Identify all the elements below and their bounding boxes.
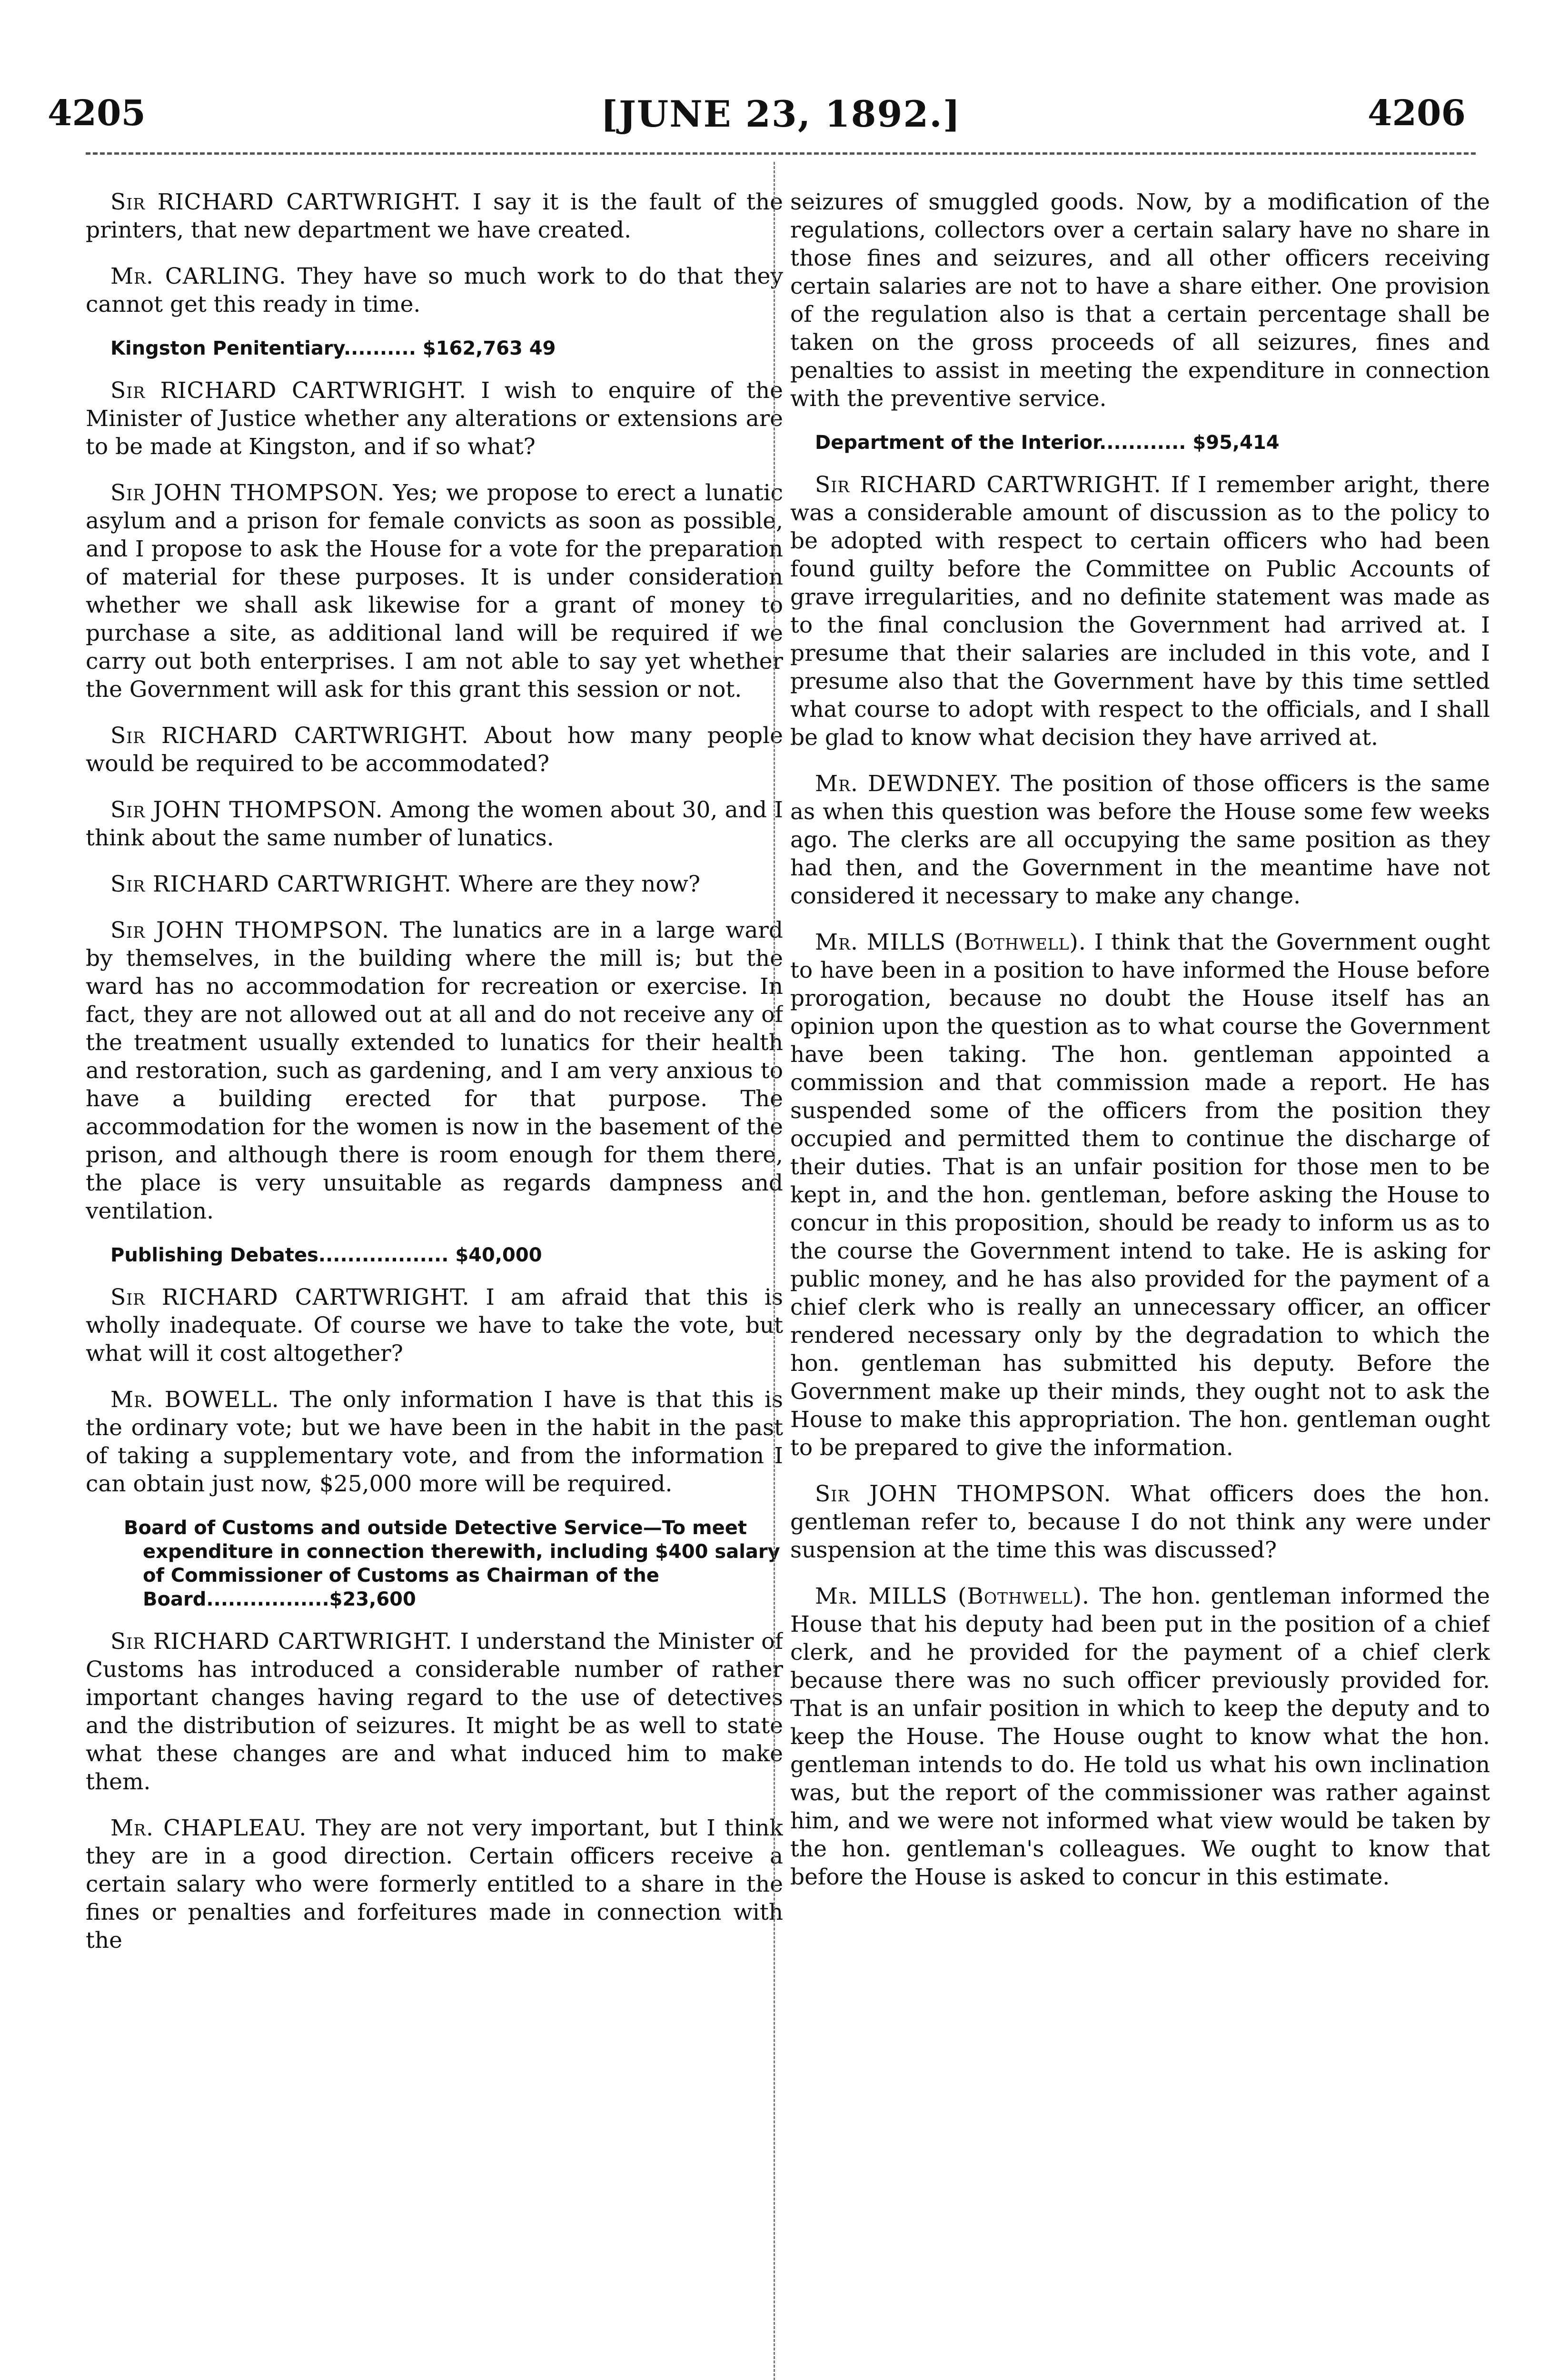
debate-paragraph <box>86 1814 783 1954</box>
speech-text: Where are they now? <box>451 871 701 897</box>
debate-paragraph <box>86 188 783 244</box>
speaker-name: Sir RICHARD CARTWRIGHT. <box>110 1628 453 1655</box>
speaker-name: Sir RICHARD CARTWRIGHT. <box>815 472 1162 498</box>
speech-text: The only information I have is that this is the ordinary vote; but we have been in the habit in the past of taking a supplementary vote, and from the information I can obtain just now, $25,000 more will be required. <box>86 1387 783 1497</box>
speech-text: They are not very important, but I think they are in a good direction. Certain officers receive a certain salary who were formerly entitled to a share in the fines or penalties and forfeitures made in connection with the <box>86 1815 783 1954</box>
speech-text: I wish to enquire of the Minister of Justice whether any alterations or extensions are to be made at Kingston, and if so what? <box>86 377 783 460</box>
speaker-name: Mr. MILLS (Bothwell). <box>815 1583 1090 1609</box>
right-column <box>790 188 1490 2368</box>
debate-paragraph <box>86 870 783 898</box>
speech-text: I say it is the fault of the printers, that new department we have created. <box>86 189 783 243</box>
debate-paragraph <box>86 377 783 461</box>
speaker-name: Sir JOHN THOMPSON. <box>815 1481 1112 1507</box>
debate-paragraph <box>86 916 783 1225</box>
debate-paragraph <box>790 1480 1490 1564</box>
speech-text: Yes; we propose to erect a lunatic asylum and a prison for female convicts as soon as possible, and I propose to ask the House for a vote for the preparation of material for these purposes. It is under consideration whether we shall ask likewise for a grant of money to purchase a site, as additional land will be required if we carry out both enterprises. I am not able to say yet whether the Government will ask for this grant this session or not. <box>86 480 783 703</box>
debate-paragraph <box>790 471 1490 752</box>
speech-text: About how many people would be required to be accommodated? <box>86 723 783 777</box>
speaker-name: Sir RICHARD CARTWRIGHT. <box>110 871 452 897</box>
speaker-name: Mr. CHAPLEAU. <box>110 1815 307 1841</box>
speaker-name: Mr. DEWDNEY. <box>815 771 1002 797</box>
debate-paragraph <box>86 796 783 852</box>
debate-paragraph <box>790 188 1490 413</box>
debate-paragraph <box>86 1627 783 1796</box>
speech-text: The position of those officers is the same as when this question was before the House some few weeks ago. The clerks are all occupying the same position as they had then, and the Government in the meantime have not considered it necessary to make any change. <box>790 771 1490 909</box>
speech-text: If I remember aright, there was a considerable amount of discussion as to the policy to be adopted with respect to certain officers who had been found guilty before the Committee on Public Accounts of grave irregularities, and no definite statement was made as to the final conclusion the Government had arrived at. I presume that their salaries are included in this vote, and I presume also that the Government have by this time settled what course to adopt with respect to the officials, and I shall be glad to know what decision they have arrived at. <box>790 472 1490 751</box>
debate-paragraph <box>790 770 1490 910</box>
page-date: [JUNE 23, 1892.] <box>601 93 961 135</box>
debate-paragraph <box>790 1582 1490 1891</box>
speaker-name: Sir RICHARD CARTWRIGHT. <box>110 723 469 749</box>
speaker-name: Mr. CARLING. <box>110 263 287 289</box>
speaker-name: Sir RICHARD CARTWRIGHT. <box>110 1284 470 1310</box>
header-rule <box>86 152 1476 155</box>
estimate-item: Department of the Interior............ $95,414 <box>815 432 1280 454</box>
speech-text: Among the women about 30, and I think about the same number of lunatics. <box>86 797 783 851</box>
debate-paragraph <box>86 722 783 778</box>
speech-text: seizures of smuggled goods. Now, by a modification of the regulations, collectors over a certain salary have no share in those fines and seizures, and all other officers receiving certain salaries are not to have a share either. One provision of the regulation also is that a certain percentage shall be taken on the gross proceeds of all seizures, fines and penalties to assist in meeting the expenditure in connection with the preventive service. <box>790 189 1490 412</box>
speaker-name: Sir JOHN THOMPSON. <box>110 797 383 823</box>
estimate-item: Board of Customs and outside Detective Service—To meet expenditure in connection therewith, including $400 salary of Commissioner of Customs as Chairman of the Board.................$23,600 <box>124 1517 780 1610</box>
page-header <box>0 0 1549 157</box>
speaker-name: Mr. MILLS (Bothwell). <box>815 929 1086 955</box>
speech-text: I am afraid that this is wholly inadequate. Of course we have to take the vote, but what will it cost altogether? <box>86 1284 783 1367</box>
speech-text: The hon. gentleman informed the House that his deputy had been put in the position of a chief clerk, and he provided for the payment of a chief clerk because there was no such officer previously provided for. That is an unfair position in which to keep the deputy and to keep the House. The House ought to know what the hon. gentleman intends to do. He told us what his own inclination was, but the report of the commissioner was rather against him, and we were not informed what view would be taken by the hon. gentleman's colleagues. We ought to know that before the House is asked to concur in this estimate. <box>790 1583 1490 1890</box>
speech-text: I understand the Minister of Customs has introduced a considerable number of rather important changes having regard to the use of detectives and the distribution of seizures. It might be as well to state what these changes are and what induced him to make them. <box>86 1628 783 1795</box>
page-number-right: 4206 <box>1368 93 1466 134</box>
debate-paragraph <box>86 1283 783 1368</box>
speaker-name: Mr. BOWELL. <box>110 1387 279 1413</box>
speech-text: They have so much work to do that they cannot get this ready in time. <box>86 263 783 317</box>
speech-text: The lunatics are in a large ward by themselves, in the building where the mill is; but the ward has no accommodation for recreation or exercise. In fact, they are not allowed out at all and do not receive any of the treatment usually extended to lunatics for their health and restoration, such as gardening, and I am very anxious to have a building erected for that purpose. The accommodation for the women is now in the basement of the prison, and although there is room enough for them there, the place is very unsuitable as regards dampness and ventilation. <box>86 917 783 1224</box>
speech-text: What officers does the hon. gentleman refer to, because I do not think any were under suspension at the time this was discussed? <box>790 1481 1490 1563</box>
debate-paragraph <box>790 928 1490 1462</box>
debate-paragraph <box>86 262 783 318</box>
page-number-left: 4205 <box>48 93 146 134</box>
estimate-item: Publishing Debates.................. $40,000 <box>110 1244 542 1266</box>
speaker-name: Sir RICHARD CARTWRIGHT. <box>110 377 467 404</box>
left-column <box>86 188 783 2368</box>
debate-paragraph <box>86 1386 783 1498</box>
speaker-name: Sir JOHN THOMPSON. <box>110 480 385 506</box>
column-divider <box>774 162 775 2380</box>
speaker-name: Sir JOHN THOMPSON. <box>110 917 389 943</box>
speaker-name: Sir RICHARD CARTWRIGHT. <box>110 189 461 215</box>
debate-paragraph <box>86 479 783 704</box>
estimate-item: Kingston Penitentiary.......... $162,763 49 <box>110 337 556 359</box>
speech-text: I think that the Government ought to have been in a position to have informed the House before prorogation, because no doubt the House itself has an opinion upon the question as to what course the Government have been taking. The hon. gentleman appointed a commission and that commission made a report. He has suspended some of the officers from the position they occupied and permitted them to continue the discharge of their duties. That is an unfair position for those men to be kept in, and the hon. gentleman, before asking the House to concur in this proposition, should be ready to inform us as to the course the Government intend to take. He is asking for public money, and he has also provided for the payment of a chief clerk who is really an unnecessary officer, an officer rendered necessary only by the degradation to which the hon. gentleman has submitted his deputy. Before the Government make up their minds, they ought not to ask the House to make this appropriation. The hon. gentleman ought to be prepared to give the information. <box>790 929 1490 1461</box>
